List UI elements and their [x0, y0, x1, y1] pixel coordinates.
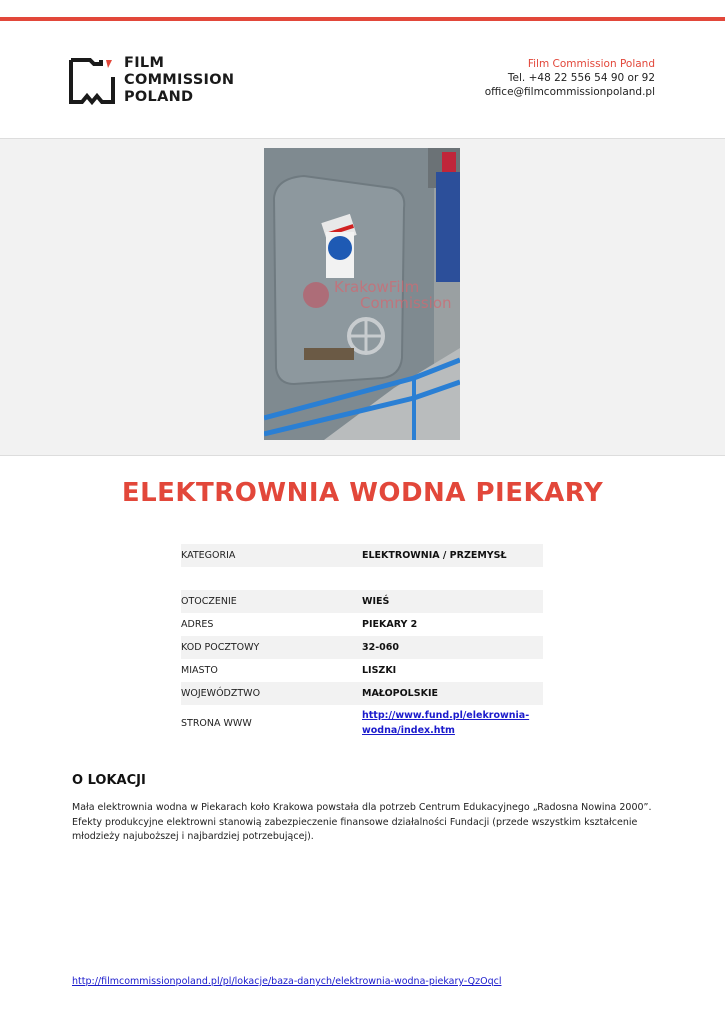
detail-row-voivodeship	[181, 682, 543, 705]
about-text: Mała elektrownia wodna w Piekarach koło Krakowa powstała dla potrzeb Centrum Edukacyjnego „Radosna Nowina 2000”. Efekty produkcyjne elektrowni stanowią zabezpieczenie finansowe działalności Fundacji (przede wszystkim kształcenie młodzieży najuboższej i najbardziej potrzebującej).	[72, 802, 652, 842]
contact-block	[485, 57, 655, 99]
detail-value: MAŁOPOLSKIE	[362, 688, 438, 699]
detail-row-postcode	[181, 636, 543, 659]
detail-value: PIEKARY 2	[362, 619, 418, 630]
detail-value	[362, 708, 543, 738]
about-heading: O LOKACJI	[72, 773, 146, 788]
detail-row-city	[181, 659, 543, 682]
detail-row-website	[181, 705, 543, 741]
detail-row-address	[181, 613, 543, 636]
detail-value: 32-060	[362, 642, 399, 653]
details-table	[181, 544, 543, 741]
watermark-line2: Commission	[360, 294, 452, 312]
logo-mark-icon	[68, 57, 116, 105]
detail-label: STRONA WWW	[181, 717, 252, 729]
website-link[interactable]: http://www.fund.pl/elekrownia- wodna/index.htm	[362, 710, 530, 736]
contact-name: Film Commission Poland	[527, 58, 655, 70]
detail-row-surroundings	[181, 590, 543, 613]
detail-label: KOD POCZTOWY	[181, 642, 260, 653]
page-title: ELEKTROWNIA WODNA PIEKARY	[121, 478, 604, 508]
detail-label: ADRES	[181, 619, 214, 630]
location-photo	[264, 148, 460, 440]
footer-link[interactable]: http://filmcommissionpoland.pl/pl/lokacje/baza-danych/elektrownia-wodna-piekary-QzOqcl	[72, 976, 502, 987]
table-spacer	[181, 567, 543, 590]
top-accent-bar	[0, 17, 725, 21]
detail-value: LISZKI	[362, 665, 397, 676]
logo-text: FILM COMMISSION POLAND	[124, 55, 235, 105]
detail-label: MIASTO	[181, 665, 218, 676]
photo-illustration	[264, 148, 460, 440]
contact-phone: Tel. +48 22 556 54 90 or 92	[507, 72, 655, 84]
detail-value: WIEŚ	[362, 596, 390, 607]
contact-email[interactable]: office@filmcommissionpoland.pl	[484, 86, 655, 98]
watermark-line1: KrakowFilm	[334, 278, 420, 296]
detail-label: WOJEWÓDZTWO	[181, 688, 261, 699]
detail-row-category	[181, 544, 543, 567]
detail-label: KATEGORIA	[181, 550, 236, 561]
detail-value: ELEKTROWNIA / PRZEMYSŁ	[362, 550, 507, 561]
logo[interactable]	[68, 55, 238, 109]
detail-label: OTOCZENIE	[181, 596, 237, 607]
